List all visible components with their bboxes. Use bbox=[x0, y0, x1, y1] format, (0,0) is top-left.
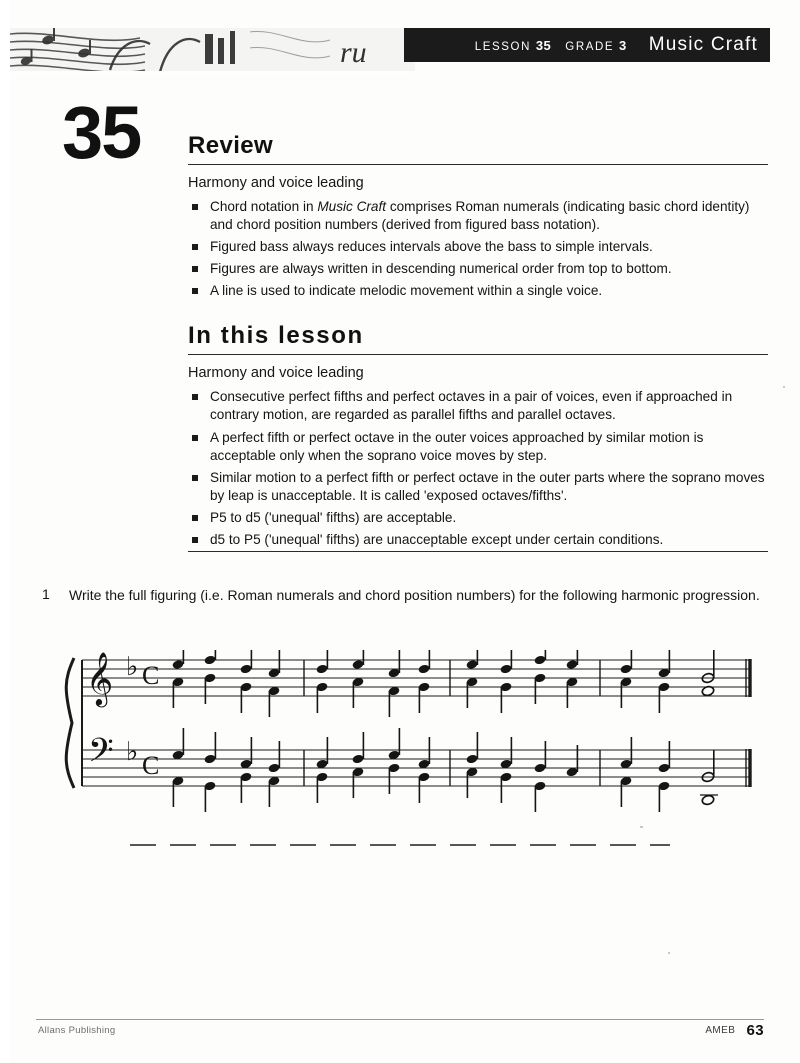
content-divider bbox=[188, 551, 768, 552]
svg-text:♭: ♭ bbox=[126, 737, 139, 767]
header-grade-label: GRADE bbox=[565, 40, 615, 53]
in-this-lesson-heading-rule bbox=[188, 354, 768, 355]
exercise-number: 1 bbox=[42, 586, 50, 602]
review-heading: Review bbox=[188, 132, 274, 159]
footer-rule bbox=[36, 1019, 764, 1020]
scan-speck bbox=[640, 826, 643, 828]
footer-right-group bbox=[705, 1022, 764, 1039]
svg-text:C: C bbox=[142, 661, 160, 690]
list-item: A perfect fifth or perfect octave in the outer voices approached by similar motion is acceptable only when the soprano voice moves by step. bbox=[188, 429, 768, 465]
music-notation-system bbox=[60, 650, 760, 840]
scan-speck bbox=[668, 952, 670, 954]
page-left-edge bbox=[0, 0, 10, 1063]
in-this-lesson-heading: In this lesson bbox=[188, 322, 364, 350]
list-item: Consecutive perfect fifths and perfect octaves in a pair of voices, even if approached in contrary motion, are regarded as parallel fifths and parallel octaves. bbox=[188, 388, 768, 424]
header-grade-number: 3 bbox=[618, 37, 627, 53]
figuring-answer-lines[interactable] bbox=[130, 843, 670, 845]
footer-page-number: 63 bbox=[746, 1022, 764, 1039]
in-this-lesson-bullet-list bbox=[188, 388, 768, 549]
header-decorative-artwork bbox=[10, 28, 415, 74]
list-item: d5 to P5 ('unequal' fifths) are unacceptable except under certain conditions. bbox=[188, 531, 768, 549]
header-title-bar bbox=[404, 28, 770, 62]
footer-organisation: AMEB bbox=[705, 1025, 736, 1036]
header-lesson-label: LESSON bbox=[474, 40, 532, 53]
header-book-title: Music Craft bbox=[648, 34, 758, 55]
exercise-1 bbox=[42, 586, 768, 605]
list-item: Similar motion to a perfect fifth or perfect octave in the outer parts where the soprano moves by leap is unacceptable. It is called 'exposed octaves/fifths'. bbox=[188, 469, 768, 505]
svg-text:𝄞: 𝄞 bbox=[86, 651, 114, 705]
list-item: P5 to d5 ('unequal' fifths) are acceptable. bbox=[188, 509, 768, 527]
footer-publisher: Allans Publishing bbox=[38, 1025, 116, 1036]
svg-text:C: C bbox=[142, 751, 160, 780]
header-lesson-number: 35 bbox=[535, 37, 552, 53]
page-header bbox=[0, 28, 800, 74]
svg-text:♭: ♭ bbox=[126, 652, 139, 682]
lesson-big-number: 35 bbox=[62, 91, 141, 174]
in-this-lesson-subheading: Harmony and voice leading bbox=[188, 365, 364, 382]
review-bullet-list bbox=[188, 198, 768, 300]
list-item: Figured bass always reduces intervals above the bass to simple intervals. bbox=[188, 238, 768, 256]
header-grade bbox=[565, 38, 626, 53]
page-footer bbox=[0, 1019, 800, 1043]
svg-text:𝄢: 𝄢 bbox=[88, 732, 114, 778]
lesson-content bbox=[188, 132, 768, 555]
svg-text:ru: ru bbox=[340, 36, 367, 69]
review-subheading: Harmony and voice leading bbox=[188, 175, 364, 191]
review-heading-rule bbox=[188, 164, 768, 165]
exercise-instruction: Write the full figuring (i.e. Roman numerals and chord position numbers) for the following harmonic progression. bbox=[69, 587, 760, 603]
header-lesson bbox=[475, 38, 552, 53]
list-item: Chord notation in Music Craft comprises Roman numerals (indicating basic chord identity) and chord position numbers (derived from figured bass notation). bbox=[188, 198, 768, 234]
list-item: Figures are always written in descending numerical order from top to bottom. bbox=[188, 260, 768, 278]
italic-book-title: Music Craft bbox=[317, 199, 387, 214]
scan-speck bbox=[783, 386, 785, 388]
list-item: A line is used to indicate melodic movement within a single voice. bbox=[188, 282, 768, 300]
